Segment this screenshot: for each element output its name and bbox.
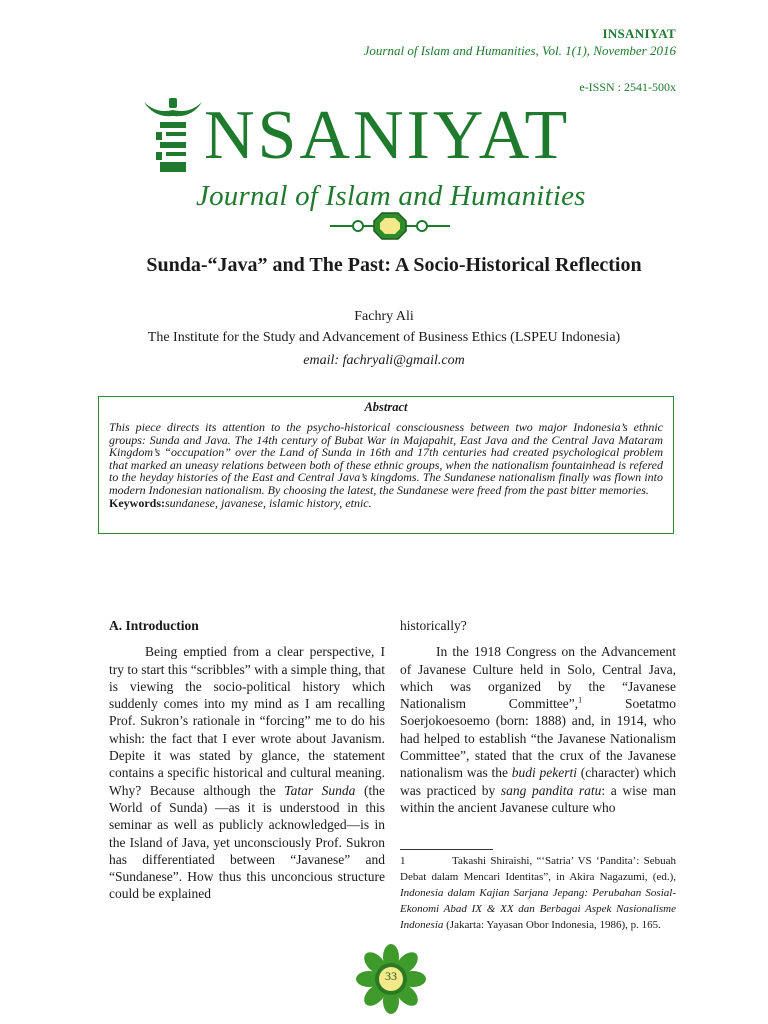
section-heading: A. Introduction — [109, 618, 199, 633]
footnote-text: (Jakarta: Yayasan Obor Indonesia, 1986), p. 165. — [443, 919, 661, 931]
keywords-text: sundanese, javanese, islamic history, etnic. — [165, 495, 372, 510]
term-tatar-sunda: Tatar Sunda — [284, 782, 356, 798]
paragraph-text: Soetatmo Soerjokoesoemo (born: 1888) and, in 1914, who had helped to establish “the Javanese Nationalism Committee”, stated that the crux of the Javanese nationalism was the — [400, 696, 676, 781]
abstract-text: This piece directs its attention to the psycho-historical consciousness between two major Indonesia’s ethnic groups: Sunda and Java. The 14th century of Bubat War in Majapahit, East Java and the Central Java Mataram Kingdom’s “occupation” over the Land of Sunda in 16th and 17th centuries had created psychological problem that marked an uneasy relations between both of these ethnic groups, when the nationalism fountainhead is refered to the heyday histories of the East and Central Java’s kingdoms. The Sundanese nationalism finally was flown into modern Indonesian nationalism. By choosing the latest, the Sundanese were freed from the past bitter memories. — [109, 420, 663, 497]
paragraph-text: (character) which was practiced by — [400, 765, 676, 798]
paragraph-continuation: historically? — [400, 618, 467, 633]
author-affiliation: The Institute for the Study and Advancement of Business Ethics (LSPEU Indonesia) — [147, 330, 621, 345]
footnote-divider — [400, 849, 493, 850]
footnote — [400, 853, 676, 933]
ornament-icon — [330, 210, 450, 242]
masthead-title: NSANIYAT — [204, 97, 571, 174]
masthead-subtitle: Journal of Islam and Humanities — [196, 180, 586, 212]
right-column — [400, 617, 676, 816]
term-budi-pekerti: budi pekerti — [511, 765, 578, 781]
paragraph-text: In the 1918 Congress on the Advancement of Javanese Culture held in Solo, Central Java, which was organized by the “Javanese Nationalism Committee”, — [400, 644, 676, 712]
keywords-label: Keywords: — [109, 495, 165, 510]
keywords-line — [109, 497, 663, 510]
paragraph-text: (the World of Sunda) —as it is understood in this seminar as well as publicly acknowledged—is in the Island of Java, yet unconsciously Prof. Sukron has differentiated between “Javanese” and “Sundanese”. How thus this unconcious structure could be explained — [109, 782, 385, 902]
eissn-label: e-ISSN : 2541-500x — [579, 80, 676, 94]
paragraph — [400, 643, 676, 816]
running-journal-name: INSANIYAT — [602, 26, 676, 41]
footnote-ref[interactable]: 1 — [578, 695, 583, 705]
paragraph — [109, 643, 385, 902]
footnote-text: Takashi Shiraishi, “‘Satria’ VS ‘Pandita’: Sebuah Debat dalam Mencari Identitas”, in Akira Nagazumi, (ed.), — [400, 855, 676, 883]
article-title: Sunda-“Java” and The Past: A Socio-Historical Reflection — [146, 254, 642, 276]
page-number: 33 — [385, 969, 397, 983]
author-email: email: fachryali@gmail.com — [303, 353, 465, 368]
author-name: Fachry Ali — [354, 309, 414, 324]
abstract-heading: Abstract — [364, 400, 408, 414]
running-journal-issue: Journal of Islam and Humanities, Vol. 1(1), November 2016 — [363, 43, 676, 58]
paragraph-text: Being emptied from a clear perspective, I try to start this “scribbles” with a simple thing, that is viewing the socio-political history which suddenly comes into my mind as I am recalling Prof. Sukron’s rationale in “forcing” me to do his whish: the fact that I ever wrote about Javanism. Depite it was stated by glance, the statement contains a specific historical and cultural meaning. Why? Because although the — [109, 644, 385, 798]
footnote-number: 1 — [400, 855, 406, 867]
abstract-box — [98, 396, 674, 534]
paragraph-text: : a wise man within the ancient Javanese culture who — [400, 782, 677, 815]
footnote-book-title: Indonesia dalam Kajian Sarjana Jepang: Perubahan Sosial-Ekonomi Abad IX & XX dan Berbagai Aspek Nasionalisme Indonesia — [400, 887, 676, 931]
left-column — [109, 617, 385, 903]
insaniyat-logo-icon — [142, 96, 204, 176]
term-sang-pandita-ratu: sang pandita ratu — [500, 782, 602, 798]
